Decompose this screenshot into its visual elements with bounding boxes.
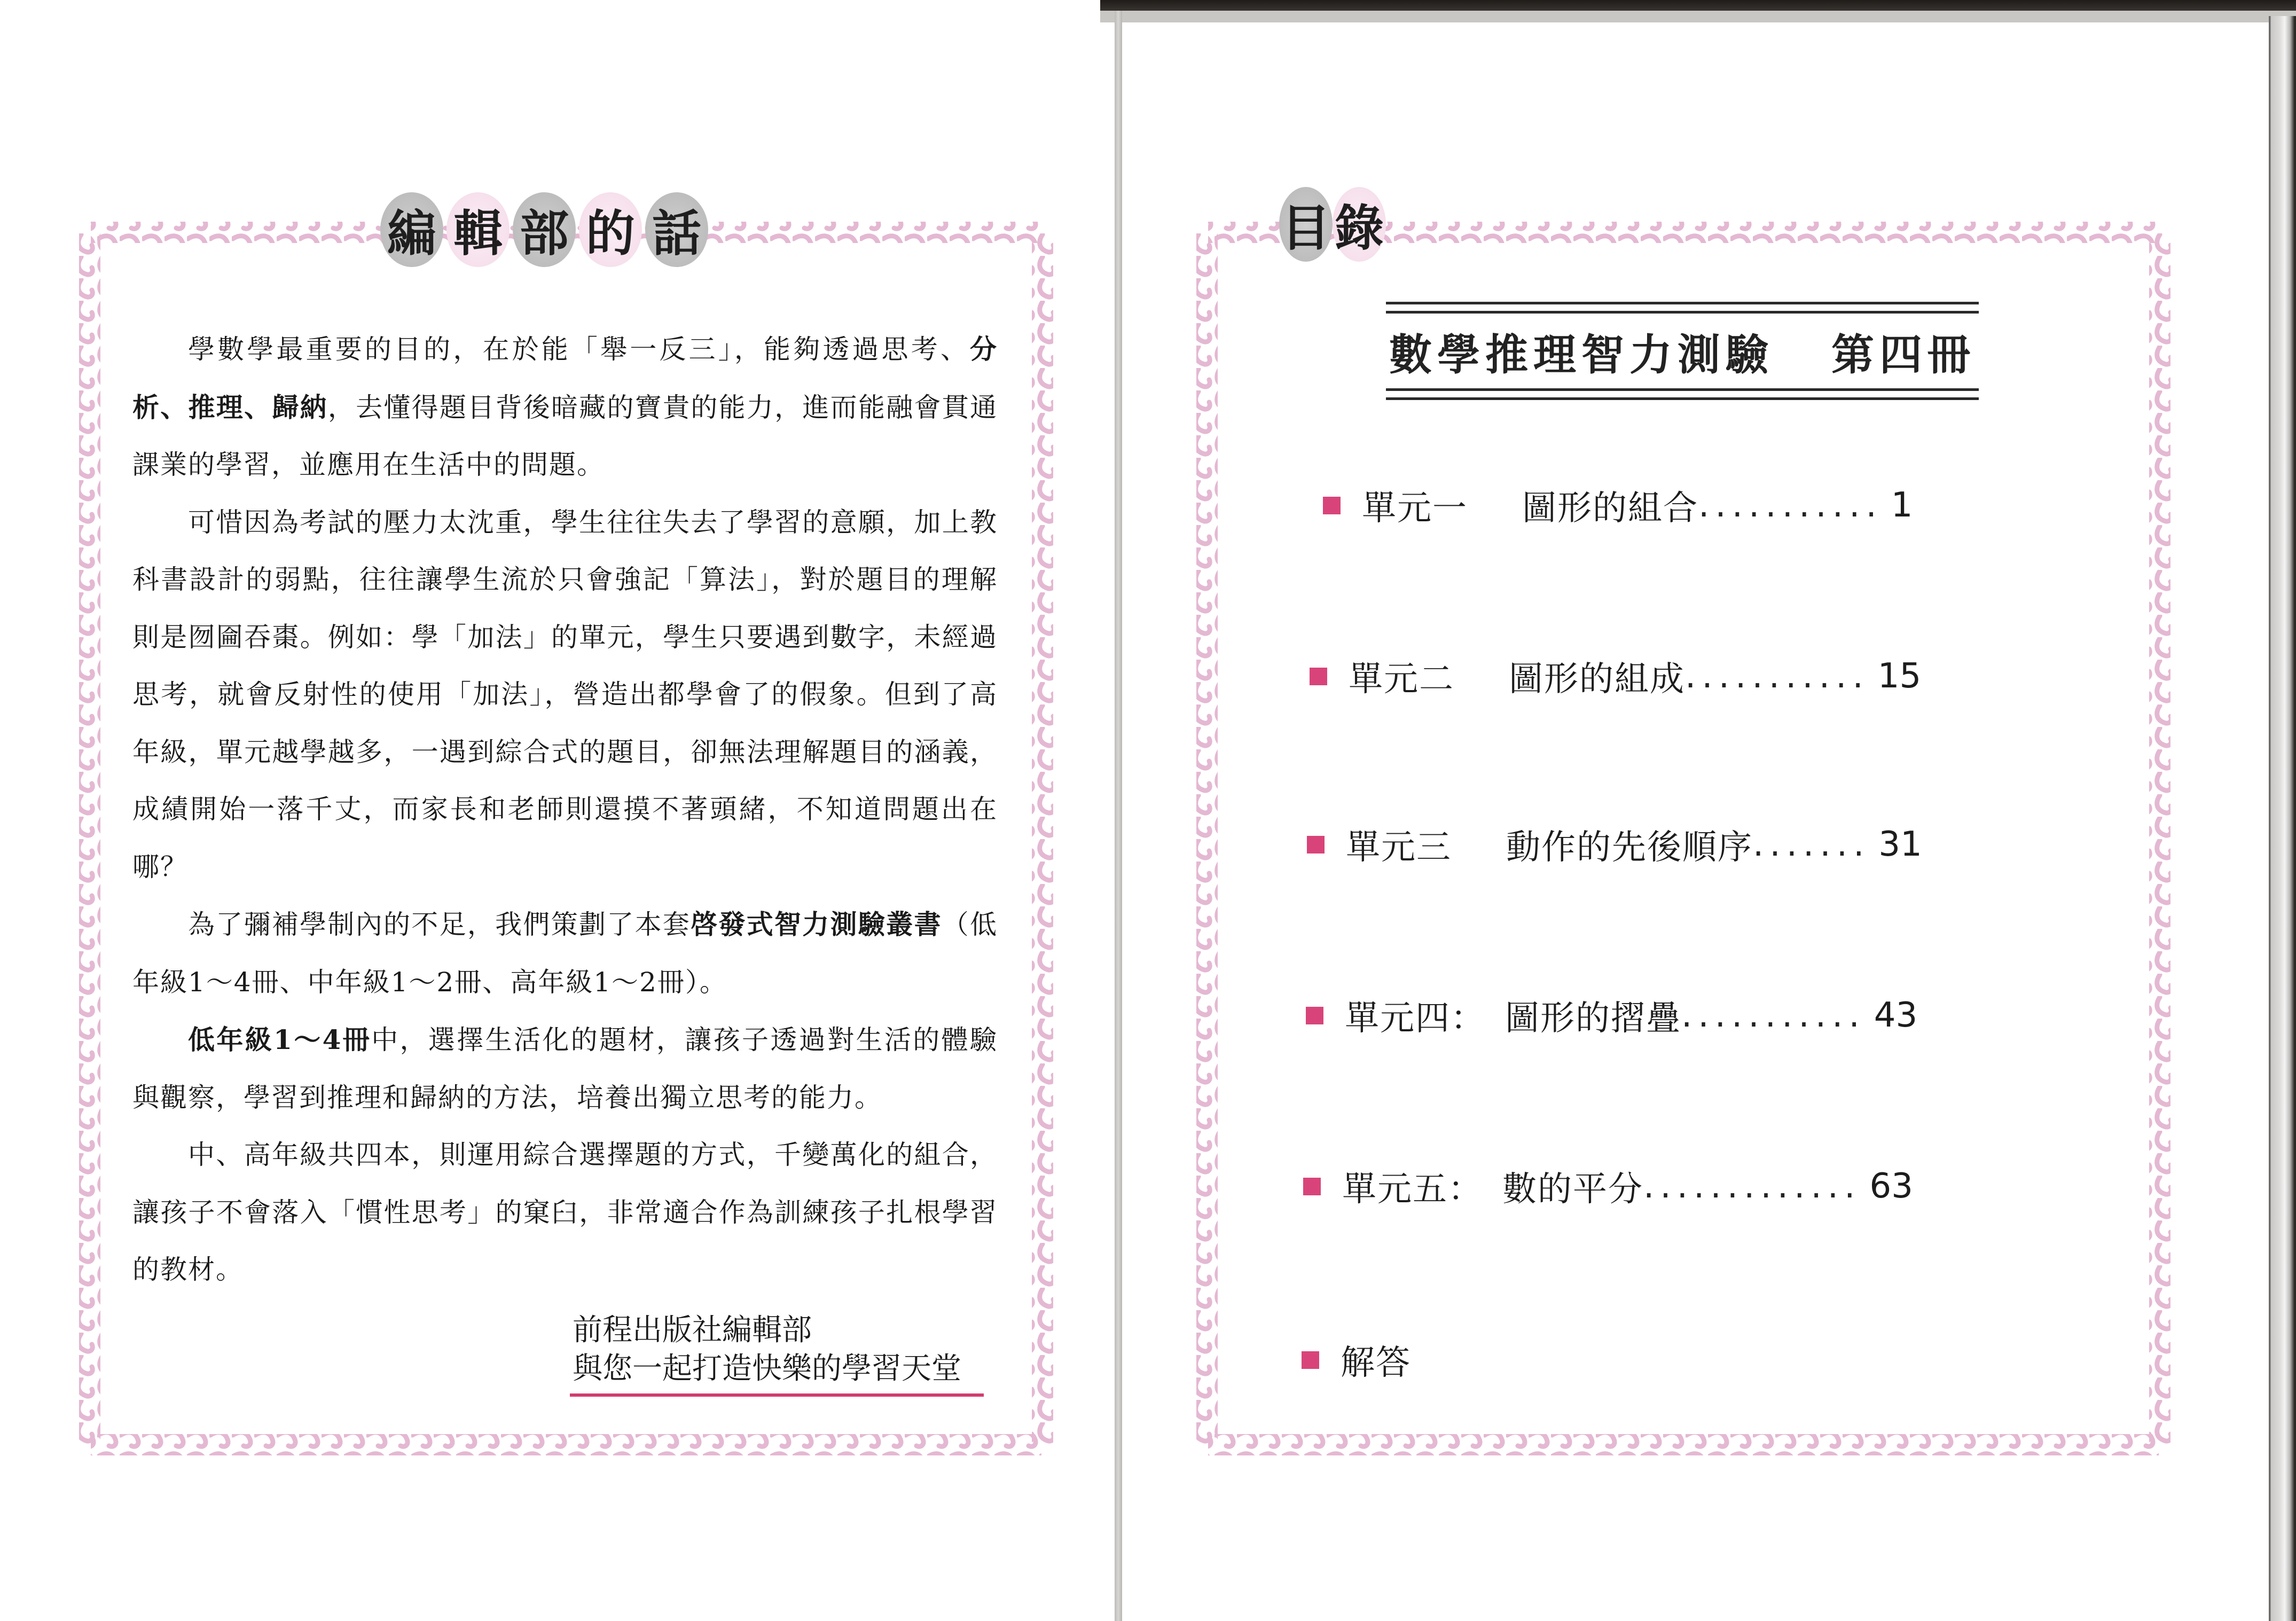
title-char-badge: 編: [380, 192, 443, 267]
paragraph-4: [132, 1011, 998, 1126]
toc-chapter-name: 解答: [1341, 1343, 1411, 1383]
toc-unit-label: 單元三: [1346, 828, 1452, 867]
toc-page-number: 31: [1878, 825, 1922, 864]
paragraph-3: [132, 896, 998, 1011]
editorial-title: [380, 192, 708, 267]
square-bullet-icon: [1302, 1351, 1319, 1369]
scan-right-edge: [2269, 16, 2296, 1621]
scan-top-edge-gray: [1100, 11, 2296, 22]
toc-chapter-name: 動作的先後順序: [1506, 828, 1753, 867]
toc-page-number: 43: [1874, 996, 1918, 1035]
editorial-body: [132, 320, 998, 1299]
text-segment: （低年級1～4冊、中年級1～2冊、高年級1～2冊）。: [132, 909, 998, 998]
title-char-badge: 目: [1279, 187, 1333, 262]
square-bullet-icon: [1303, 1178, 1321, 1195]
toc-page-number: 15: [1877, 656, 1922, 696]
square-bullet-icon: [1310, 668, 1327, 685]
toc-unit-label: 單元五：: [1342, 1170, 1483, 1209]
book-title-text: 數學推理智力測驗: [1389, 330, 1774, 380]
text-segment: 中、高年級共四本，則運用綜合選擇題的方式，千變萬化的組合，讓孩子不會落入「慣性思考」的窠臼，非常適合作為訓練孩子扎根學習的教材。: [132, 1139, 998, 1285]
square-bullet-icon: [1307, 836, 1325, 853]
text-segment: ，去懂得題目背後暗藏的寶貴的能力，進而能融會貫通課業的學習，並應用在生活中的問題。: [132, 391, 998, 480]
square-bullet-icon: [1323, 497, 1341, 514]
bold-segment: 啓發式智力測驗叢書: [691, 909, 942, 940]
bold-segment: 分析、推理、歸納: [132, 333, 998, 423]
title-rule-bottom: [1386, 388, 1979, 391]
toc-chapter-name: 圖形的組成: [1509, 660, 1685, 699]
square-bullet-icon: [1306, 1007, 1323, 1024]
toc-chapter-name: 圖形的組合: [1522, 489, 1698, 528]
toc-item-unit-5[interactable]: [1303, 1162, 1913, 1211]
title-char-badge: 部: [513, 192, 576, 267]
text-segment: 中，選擇生活化的題材，讓孩子透過對生活的體驗與觀察，學習到推理和歸納的方法，培養出獨立思考的能力。: [132, 1024, 998, 1113]
toc-chapter-name: 圖形的摺疊: [1505, 999, 1681, 1038]
toc-item-answers[interactable]: [1302, 1335, 1411, 1384]
toc-item-unit-4[interactable]: [1306, 991, 1917, 1040]
toc-item-unit-2[interactable]: [1310, 652, 1921, 701]
text-segment: 為了彌補學制內的不足，我們策劃了本套: [188, 909, 691, 940]
toc-title: [1279, 187, 1386, 262]
toc-leader-dots: ...........: [1698, 485, 1883, 525]
toc-leader-dots: .............: [1643, 1166, 1861, 1206]
title-char-badge: 輯: [446, 192, 510, 267]
title-char-badge: 話: [645, 192, 708, 267]
toc-item-unit-1[interactable]: [1323, 481, 1913, 530]
book-volume: 第四冊: [1831, 330, 1976, 380]
scan-top-edge: [1100, 0, 2296, 12]
toc-leader-dots: ...........: [1681, 996, 1866, 1035]
title-char-badge: 的: [579, 192, 642, 267]
text-segment: 學數學最重要的目的，在於能「舉一反三」，能夠透過思考、: [188, 334, 970, 365]
title-rule-bottom-2: [1386, 397, 1979, 400]
text-segment: 可惜因為考試的壓力太沈重，學生往往失去了學習的意願，加上教科書設計的弱點，往往讓學生流於只會強記「算法」，對於題目的理解則是囫圇吞棗。例如：學「加法」的單元，學生只要遇到數字，未經過思考，就會反射性的使用「加法」，營造出都學會了的假象。但到了高年級，單元越學越多，一遇到綜合式的題目，卻無法理解題目的涵義，成績開始一落千丈，而家長和老師則還摸不著頭緒，不知道問題出在哪？: [132, 506, 998, 882]
publisher-name: 前程出版社編輯部: [573, 1313, 812, 1348]
toc-item-unit-3[interactable]: [1307, 820, 1922, 869]
toc-page-number: 63: [1869, 1166, 1913, 1206]
book-title-block: [1386, 302, 1979, 400]
toc-page-number: 1: [1891, 485, 1913, 525]
paragraph-2: [132, 494, 998, 896]
title-rule-top: [1386, 302, 1979, 304]
book-spine: [1115, 11, 1122, 1621]
publisher-signature: [573, 1311, 984, 1397]
paragraph-5: [132, 1126, 998, 1299]
slogan-underline: [570, 1393, 984, 1397]
toc-unit-label: 單元二: [1349, 660, 1454, 699]
book-title: [1386, 314, 1979, 388]
title-char-badge: 錄: [1333, 187, 1386, 262]
toc-unit-label: 單元四：: [1345, 999, 1486, 1038]
toc-unit-label: 單元一: [1362, 489, 1468, 528]
toc-leader-dots: ...........: [1685, 656, 1869, 696]
paragraph-1: [132, 320, 998, 494]
toc-chapter-name: 數的平分: [1502, 1170, 1643, 1209]
toc-leader-dots: .......: [1753, 825, 1870, 864]
publisher-slogan: 與您一起打造快樂的學習天堂: [573, 1351, 961, 1386]
bold-segment: 低年級1～4冊: [188, 1024, 372, 1055]
